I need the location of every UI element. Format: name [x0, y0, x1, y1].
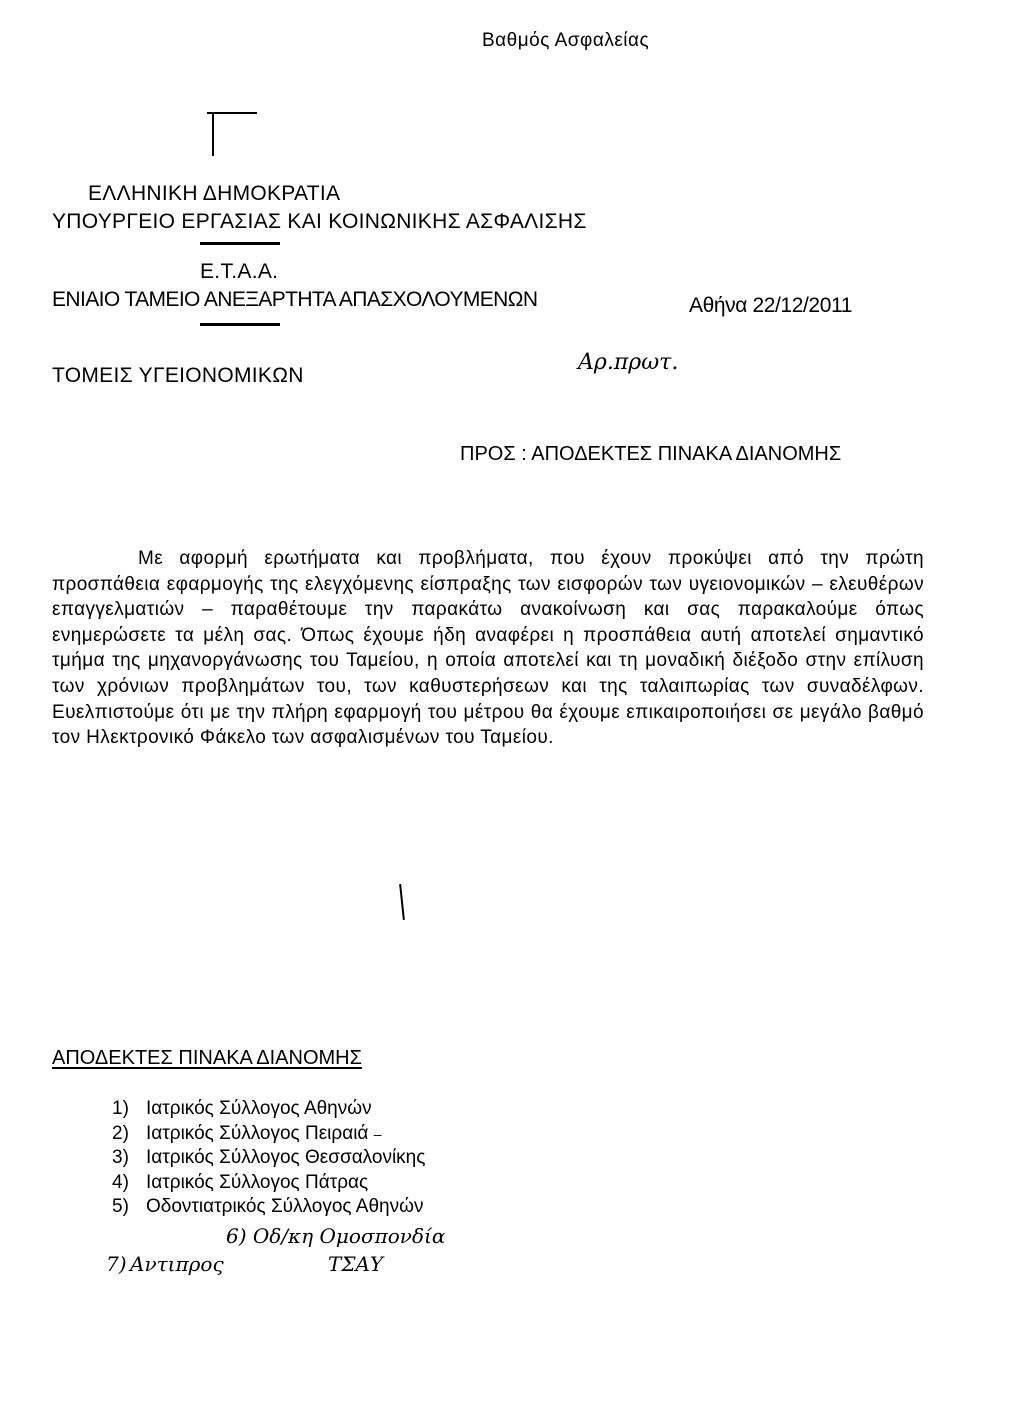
distribution-list [112, 1097, 425, 1220]
handwritten-recipient-7: Αντιπρος [130, 1252, 224, 1276]
handwritten-recipient-7-number: 7) [106, 1252, 127, 1276]
handwritten-recipient-6: 6) Οδ/κη Ομοσπονδία [226, 1224, 446, 1248]
body-paragraph: Με αφορμή ερωτήματα και προβλήματα, που έχουν προκύψει από την πρώτη προσπάθεια εφαρμογής της ελεγχόμενης είσπραξης των εισφορών των υγειονομικών – ελευθέρων επαγγελματιών – παραθέτουμε την παρακάτω ανακοίνωση και σας παρακαλούμε όπως ενημερώσετε τα μέλη σας. Όπως έχουμε ήδη αναφέρει η προσπάθεια αυτή αποτελεί σημαντικό τμήμα της μηχανοργάνωσης του Ταμείου, η οποία αποτελεί και τη μοναδική διέξοδο στην επίλυση των χρόνιων προβλημάτων του, των καθυστερήσεων και της ταλαιπωρίας των συναδέλφων. Ευελπιστούμε ότι με την πλήρη εφαρμογή του μέτρου θα έχουμε επικαιροποιήσει σε μεγάλο βαθμό τον Ηλεκτρονικό Φάκελο των ασφαλισμένων του Ταμείου. [52, 548, 924, 749]
protocol-number-label: Αρ.πρωτ. [578, 350, 679, 375]
handwritten-recipient-7-fund: ΤΣΑΥ [328, 1252, 384, 1276]
header-divider [200, 323, 280, 326]
country-title: ΕΛΛΗΝΙΚΗ ΔΗΜΟΚΡΑΤΙΑ [88, 182, 341, 205]
header-divider [200, 242, 280, 245]
list-item: 5) Οδοντιατρικός Σύλλογος Αθηνών [112, 1196, 424, 1218]
distribution-list-title: ΑΠΟΔΕΚΤΕΣ ΠΙΝΑΚΑ ΔΙΑΝΟΜΗΣ [52, 1047, 362, 1069]
agency-abbreviation: Ε.Τ.Α.Α. [200, 260, 279, 283]
department-name: ΤΟΜΕΙΣ ΥΓΕΙΟΝΟΜΙΚΩΝ [52, 364, 304, 387]
list-item: 2) Ιατρικός Σύλλογος Πειραιά – [112, 1122, 382, 1144]
recipient-line: ΠΡΟΣ : ΑΠΟΔΕΚΤΕΣ ΠΙΝΑΚΑ ΔΙΑΝΟΜΗΣ [460, 443, 842, 465]
list-item: 4) Ιατρικός Σύλλογος Πάτρας [112, 1171, 369, 1193]
list-item: 1) Ιατρικός Σύλλογος Αθηνών [112, 1098, 372, 1119]
security-level-label: Βαθμός Ασφαλείας [482, 30, 650, 51]
address-window-corner-mark [207, 112, 257, 156]
stray-pen-mark [399, 884, 405, 920]
place-date: Αθήνα 22/12/2011 [689, 294, 852, 317]
ministry-title: ΥΠΟΥΡΓΕΙΟ ΕΡΓΑΣΙΑΣ ΚΑΙ ΚΟΙΝΩΝΙΚΗΣ ΑΣΦΑΛΙΣΗΣ [52, 210, 587, 233]
list-item: 3) Ιατρικός Σύλλογος Θεσσαλονίκης [112, 1147, 426, 1169]
agency-name: ΕΝΙΑΙΟ ΤΑΜΕΙΟ ΑΝΕΞΑΡΤΗΤΑ ΑΠΑΣΧΟΛΟΥΜΕΝΩΝ [52, 288, 538, 311]
